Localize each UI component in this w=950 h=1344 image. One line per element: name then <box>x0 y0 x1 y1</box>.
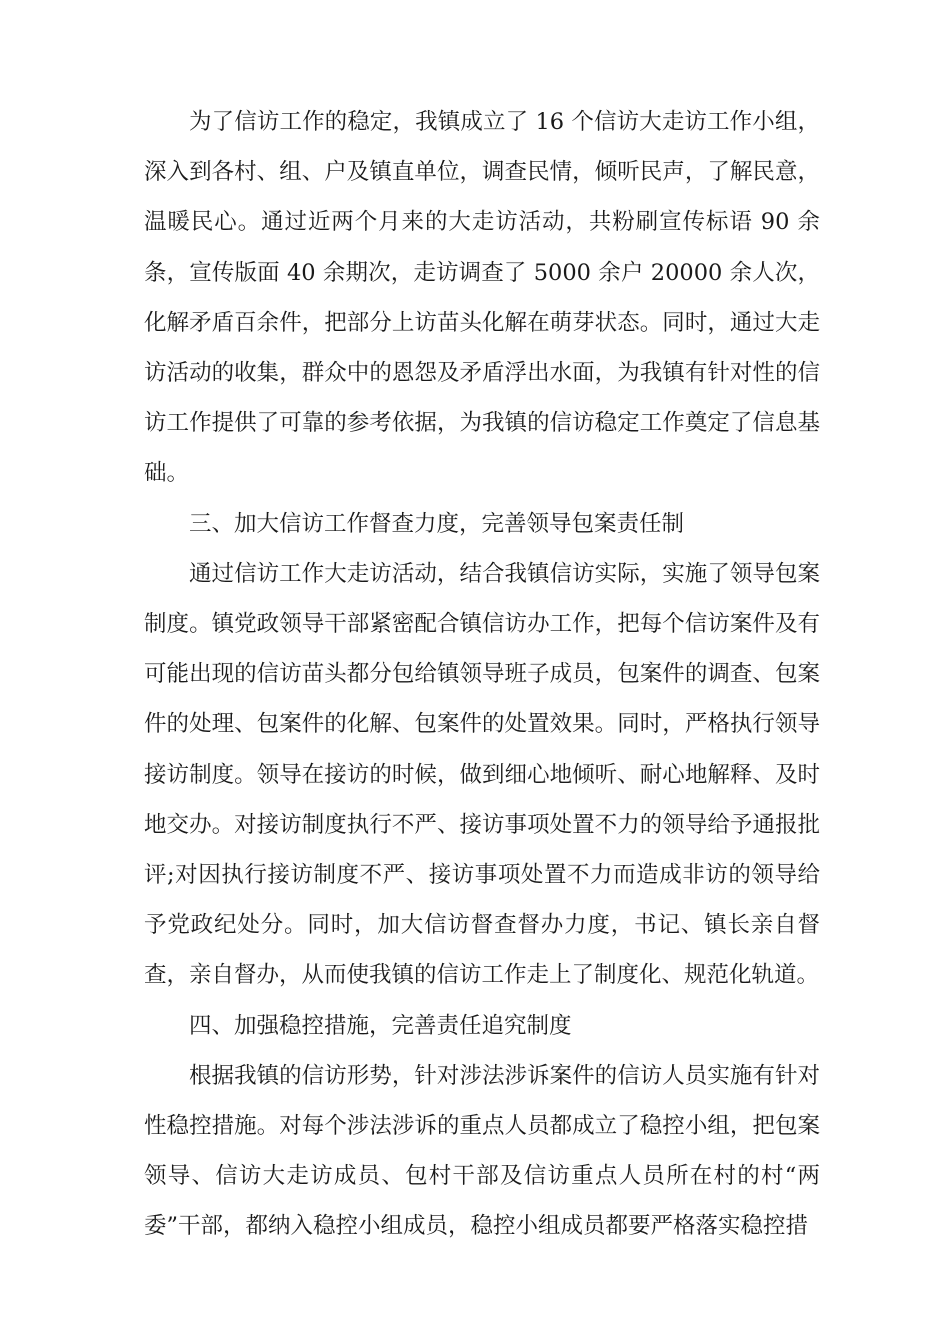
paragraph-visit-groups: 为了信访工作的稳定，我镇成立了 16 个信访大走访工作小组，深入到各村、组、户及镇直单位，调查民情，倾听民声，了解民意，温暖民心。通过近两个月来的大走访活动，共粉刷宣传标语 90 余条，宣传版面 40 余期次，走访调查了 5000 余户 20000 余人次，化解矛盾百余件，把部分上访苗头化解在萌芽状态。同时，通过大走访活动的收集，群众中的恩怨及矛盾浮出水面，为我镇有针对性的信访工作提供了可靠的参考依据，为我镇的信访稳定工作奠定了信息基础。 <box>144 109 820 487</box>
section-heading-4: 四、加强稳控措施，完善责任追究制度 <box>189 1012 572 1039</box>
document-body <box>144 97 820 1252</box>
paragraph-stability-measures: 根据我镇的信访形势，针对涉法涉诉案件的信访人员实施有针对性稳控措施。对每个涉法涉诉的重点人员都成立了稳控小组，把包案领导、信访大走访成员、包村干部及信访重点人员所在村的村“两委”干部，都纳入稳控小组成员，稳控小组成员都要严格落实稳控措 <box>144 1062 820 1240</box>
paragraph-leader-cases: 通过信访工作大走访活动，结合我镇信访实际，实施了领导包案制度。镇党政领导干部紧密配合镇信访办工作，把每个信访案件及有可能出现的信访苗头都分包给镇领导班子成员，包案件的调查、包案件的处理、包案件的化解、包案件的处置效果。同时，严格执行领导接访制度。领导在接访的时候，做到细心地倾听、耐心地解释、及时地交办。对接访制度执行不严、接访事项处置不力的领导给予通报批评;对因执行接访制度不严、接访事项处置不力而造成非访的领导给予党政纪处分。同时，加大信访督查督办力度，书记、镇长亲自督查，亲自督办，从而使我镇的信访工作走上了制度化、规范化轨道。 <box>144 560 820 989</box>
section-heading-3: 三、加大信访工作督查力度，完善领导包案责任制 <box>189 510 685 537</box>
